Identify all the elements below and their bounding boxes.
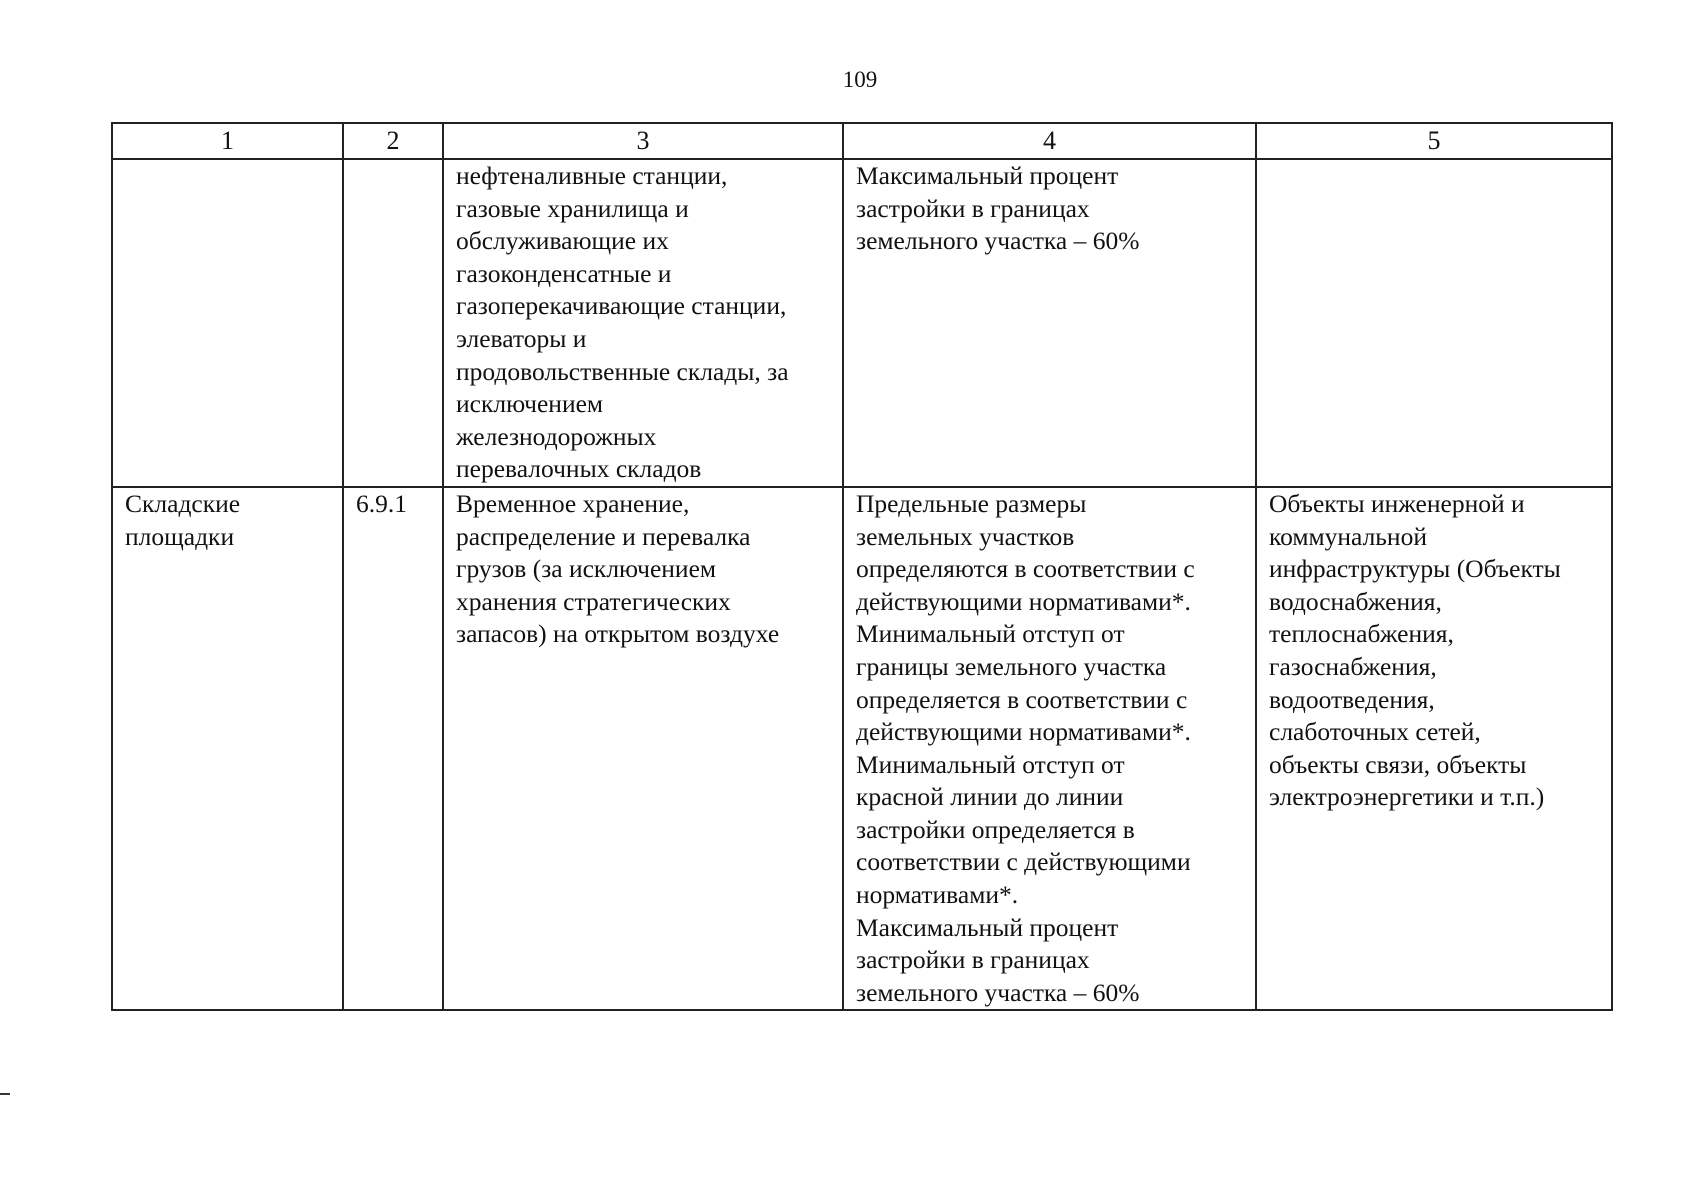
text-line: площадки [125,521,235,551]
text-line: перевалочных складов [456,454,702,484]
header-row [112,123,1612,159]
text-line: Предельные размеры [856,488,1087,518]
text-line: нефтеналивные станции, [456,161,728,190]
text-line: Минимальный отступ от [856,749,1125,779]
land-use-table [111,122,1613,1011]
text-line: железнодорожных [456,421,657,451]
text-line: газоперекачивающие станции, [456,291,787,321]
text-line: красной линии до линии [856,782,1124,812]
cell-parameters [843,487,1256,1011]
cell-auxiliary-uses [1256,487,1612,1011]
scan-edge-mark [0,1093,10,1095]
text-line: запасов) на открытом воздухе [456,619,780,649]
cell-land-use-name [112,159,343,487]
text-line: Объекты инженерной и [1269,488,1525,518]
text-line: действующими нормативами*. [856,717,1191,747]
text-line: земельного участка – 60% [856,226,1140,256]
text-line: Минимальный отступ от [856,619,1125,649]
header-col-2: 2 [343,123,443,159]
header-col-5: 5 [1256,123,1612,159]
text-line: соответствии с действующими [856,847,1191,877]
text-line: элеваторы и [456,323,587,353]
table-row [112,159,1612,487]
text-line: нормативами*. [856,880,1019,910]
text-line: грузов (за исключением [456,554,717,584]
text-line: газоснабжения, [1269,651,1437,681]
text-line: газовые хранилища и [456,193,689,223]
text-line: хранения стратегических [456,586,731,616]
text-line: Временное хранение, [456,488,690,518]
text-line: водоснабжения, [1269,586,1442,616]
text-line: застройки в границах [856,945,1090,975]
text-line: инфраструктуры (Объекты [1269,554,1561,584]
text-line: водоотведения, [1269,684,1435,714]
text-line: слаботочных сетей, [1269,717,1481,747]
text-line: газоконденсатные и [456,258,672,288]
text-line: электроэнергетики и т.п.) [1269,782,1545,812]
text-line: Максимальный процент [856,912,1119,942]
text-line: земельного участка – 60% [856,977,1140,1007]
header-col-3: 3 [443,123,843,159]
text-line: объекты связи, объекты [1269,749,1527,779]
text-line: определяется в соответствии с [856,684,1188,714]
cell-description [443,159,843,487]
cell-parameters [843,159,1256,487]
text-line: обслуживающие их [456,226,669,256]
text-line: продовольственные склады, за [456,356,789,386]
table-row [112,487,1612,1011]
text-line: границы земельного участка [856,651,1167,681]
text-line: Складские [125,488,241,518]
text-line: определяются в соответствии с [856,554,1195,584]
text-line: действующими нормативами*. [856,586,1191,616]
page-number: 109 [842,67,878,92]
text-line: земельных участков [856,521,1075,551]
text-line: Максимальный процент [856,161,1119,190]
text-line: исключением [456,389,604,419]
cell-code [343,487,443,1011]
header-col-1: 1 [112,123,343,159]
cell-auxiliary-uses [1256,159,1612,487]
text-line: коммунальной [1269,521,1427,551]
cell-land-use-name [112,487,343,1011]
text-line: теплоснабжения, [1269,619,1454,649]
text-line: застройки определяется в [856,814,1135,844]
text-line: распределение и перевалка [456,521,751,551]
text-line: 6.9.1 [356,488,407,518]
header-col-4: 4 [843,123,1256,159]
cell-description [443,487,843,1011]
cell-code [343,159,443,487]
text-line: застройки в границах [856,193,1090,223]
